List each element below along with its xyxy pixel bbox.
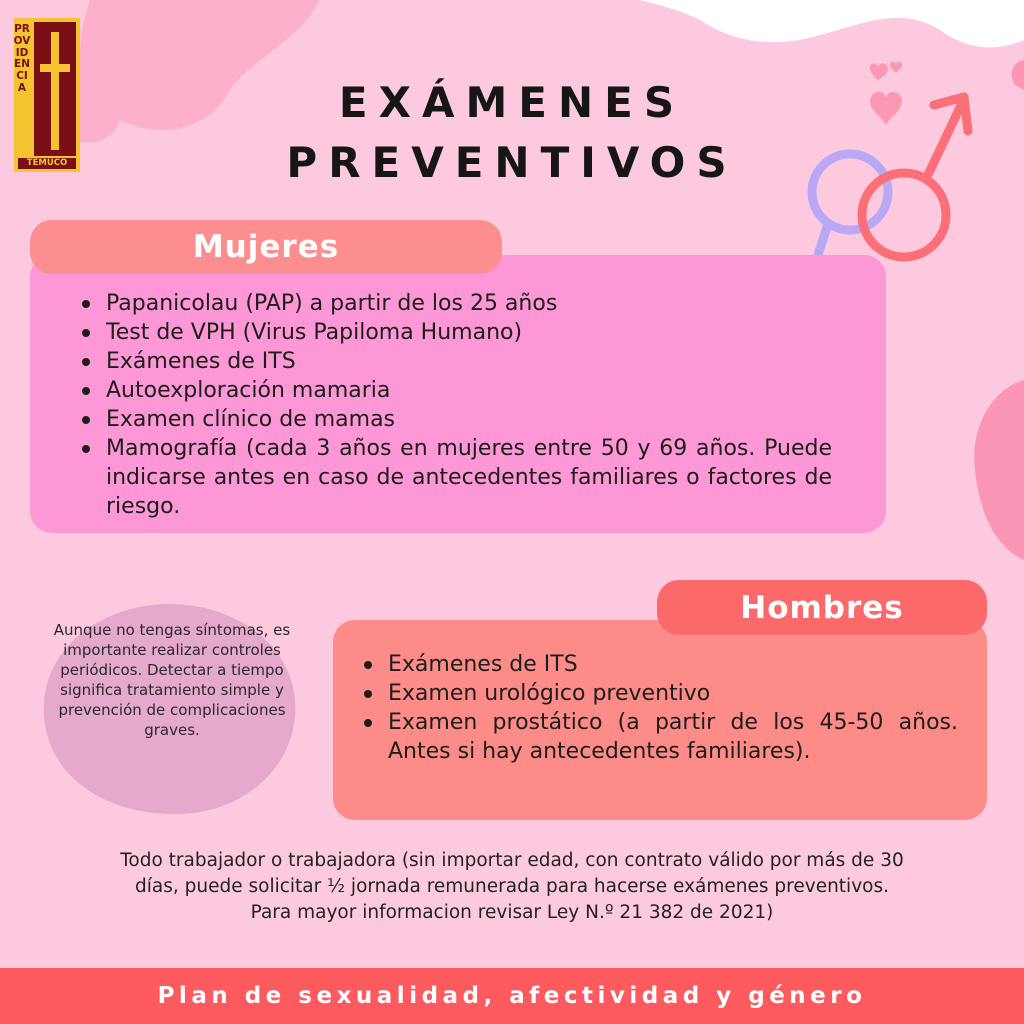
women-header-label: Mujeres (192, 229, 340, 265)
list-item: Examen prostático (a partir de los 45-50 años. Antes si hay antecedentes familiares). (360, 708, 958, 766)
footer-note-line-3: Para mayor informacion revisar Ley N.º 21 382 de 2021) (250, 902, 774, 923)
footer-note-line-1: Todo trabajador o trabajadora (sin importar edad, con contrato válido por más de 30 (120, 850, 904, 871)
page-title-line-1: EXÁMENES (338, 78, 686, 127)
men-header (657, 580, 987, 635)
bottom-bar (0, 968, 1024, 1024)
list-item: Exámenes de ITS (360, 650, 958, 679)
logo-bottom-label: TEMUCO (26, 158, 68, 168)
list-item: Examen clínico de mamas (78, 405, 832, 434)
list-item: Exámenes de ITS (78, 347, 832, 376)
list-item: Examen urológico preventivo (360, 679, 958, 708)
list-item: Mamografía (cada 3 años en mujeres entre 50 y 69 años. Puede indicarse antes en caso de antecedentes familiares o factores de riesgo. (78, 434, 832, 521)
list-item: Papanicolau (PAP) a partir de los 25 años (78, 289, 832, 318)
list-item: Test de VPH (Virus Papiloma Humano) (78, 318, 832, 347)
logo-vertical-label: PROVIDENCIA (13, 23, 31, 94)
bottom-bar-label: Plan de sexualidad, afectividad y género (157, 983, 867, 1009)
side-note-text: Aunque no tengas síntomas, es importante realizar controles periódicos. Detectar a tiempo significa tratamiento simple y prevención de complicaciones graves. (53, 621, 291, 739)
footer-note-line-2: días, puede solicitar ½ jornada remunerada para hacerse exámenes preventivos. (135, 876, 889, 897)
footer-note (20, 848, 1004, 926)
men-header-label: Hombres (740, 589, 904, 626)
men-exam-list (360, 650, 958, 766)
page-title-line-2: PREVENTIVOS (286, 138, 738, 187)
list-item: Autoexploración mamaria (78, 376, 832, 405)
women-header (30, 220, 502, 274)
women-exam-list (78, 289, 832, 521)
